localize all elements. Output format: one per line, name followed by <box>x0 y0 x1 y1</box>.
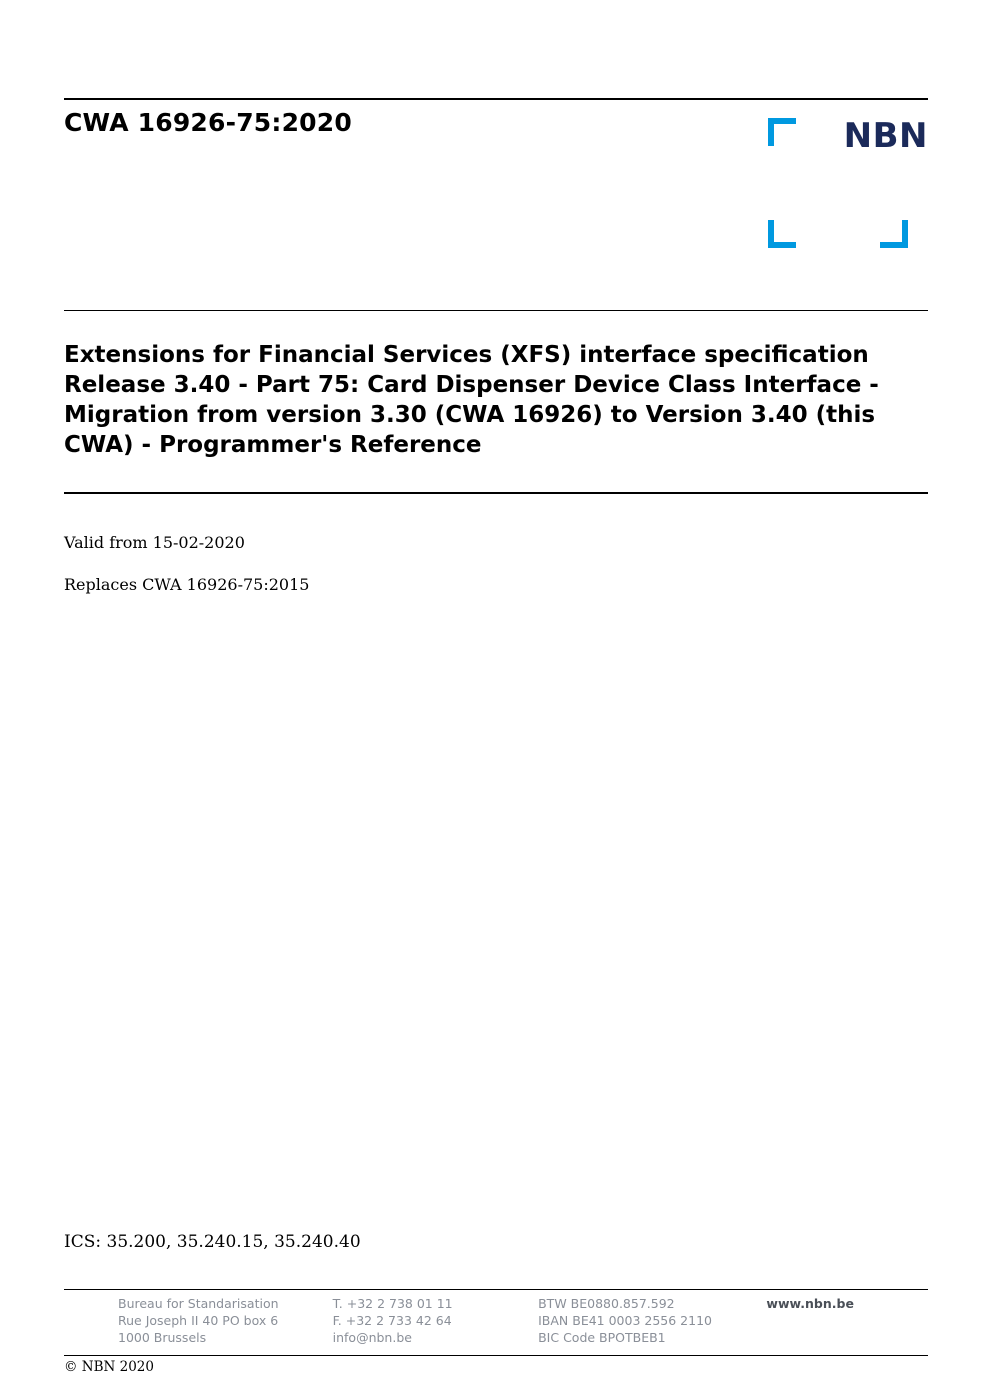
footer-phone: T. +32 2 738 01 11 <box>332 1296 453 1311</box>
replaces-text: Replaces CWA 16926-75:2015 <box>64 575 310 594</box>
footer-address <box>118 1295 301 1346</box>
footer-iban: IBAN BE41 0003 2556 2110 <box>538 1313 712 1328</box>
logo-corner-bottom-right-icon <box>880 220 908 248</box>
title-divider <box>64 492 928 494</box>
footer-divider <box>64 1289 928 1290</box>
footer-banking <box>538 1295 734 1346</box>
footer <box>118 1295 908 1346</box>
footer-address-line1: Bureau for Standarisation <box>118 1296 279 1311</box>
logo-corner-bottom-left-icon <box>768 220 796 248</box>
nbn-logo <box>768 108 928 258</box>
footer-bic: BIC Code BPOTBEB1 <box>538 1330 666 1345</box>
footer-email[interactable]: info@nbn.be <box>332 1330 412 1345</box>
footer-address-line2: Rue Joseph II 40 PO box 6 <box>118 1313 279 1328</box>
valid-from-text: Valid from 15-02-2020 <box>64 533 245 552</box>
page-title: Extensions for Financial Services (XFS) interface specification Release 3.40 - Part 75: Card Dispenser Device Class Interface - Migration from version 3.30 (CWA 16926) to Version 3.40 (this CWA) - Programmer's Reference <box>64 342 879 458</box>
copyright-text: © NBN 2020 <box>64 1359 154 1375</box>
header-top-divider <box>64 98 928 100</box>
footer-address-line3: 1000 Brussels <box>118 1330 207 1345</box>
footer-vat: BTW BE0880.857.592 <box>538 1296 675 1311</box>
logo-corner-top-left-icon <box>768 118 796 146</box>
header-bottom-divider <box>64 310 928 311</box>
footer-website[interactable] <box>766 1295 876 1346</box>
footer-fax: F. +32 2 733 42 64 <box>332 1313 452 1328</box>
footer-website-link[interactable]: www.nbn.be <box>766 1296 854 1311</box>
document-reference: CWA 16926-75:2020 <box>64 108 352 137</box>
ics-codes: ICS: 35.200, 35.240.15, 35.240.40 <box>64 1232 361 1252</box>
footer-contact <box>333 1295 506 1346</box>
copyright-divider <box>64 1355 928 1356</box>
logo-wordmark: NBN <box>843 116 928 156</box>
